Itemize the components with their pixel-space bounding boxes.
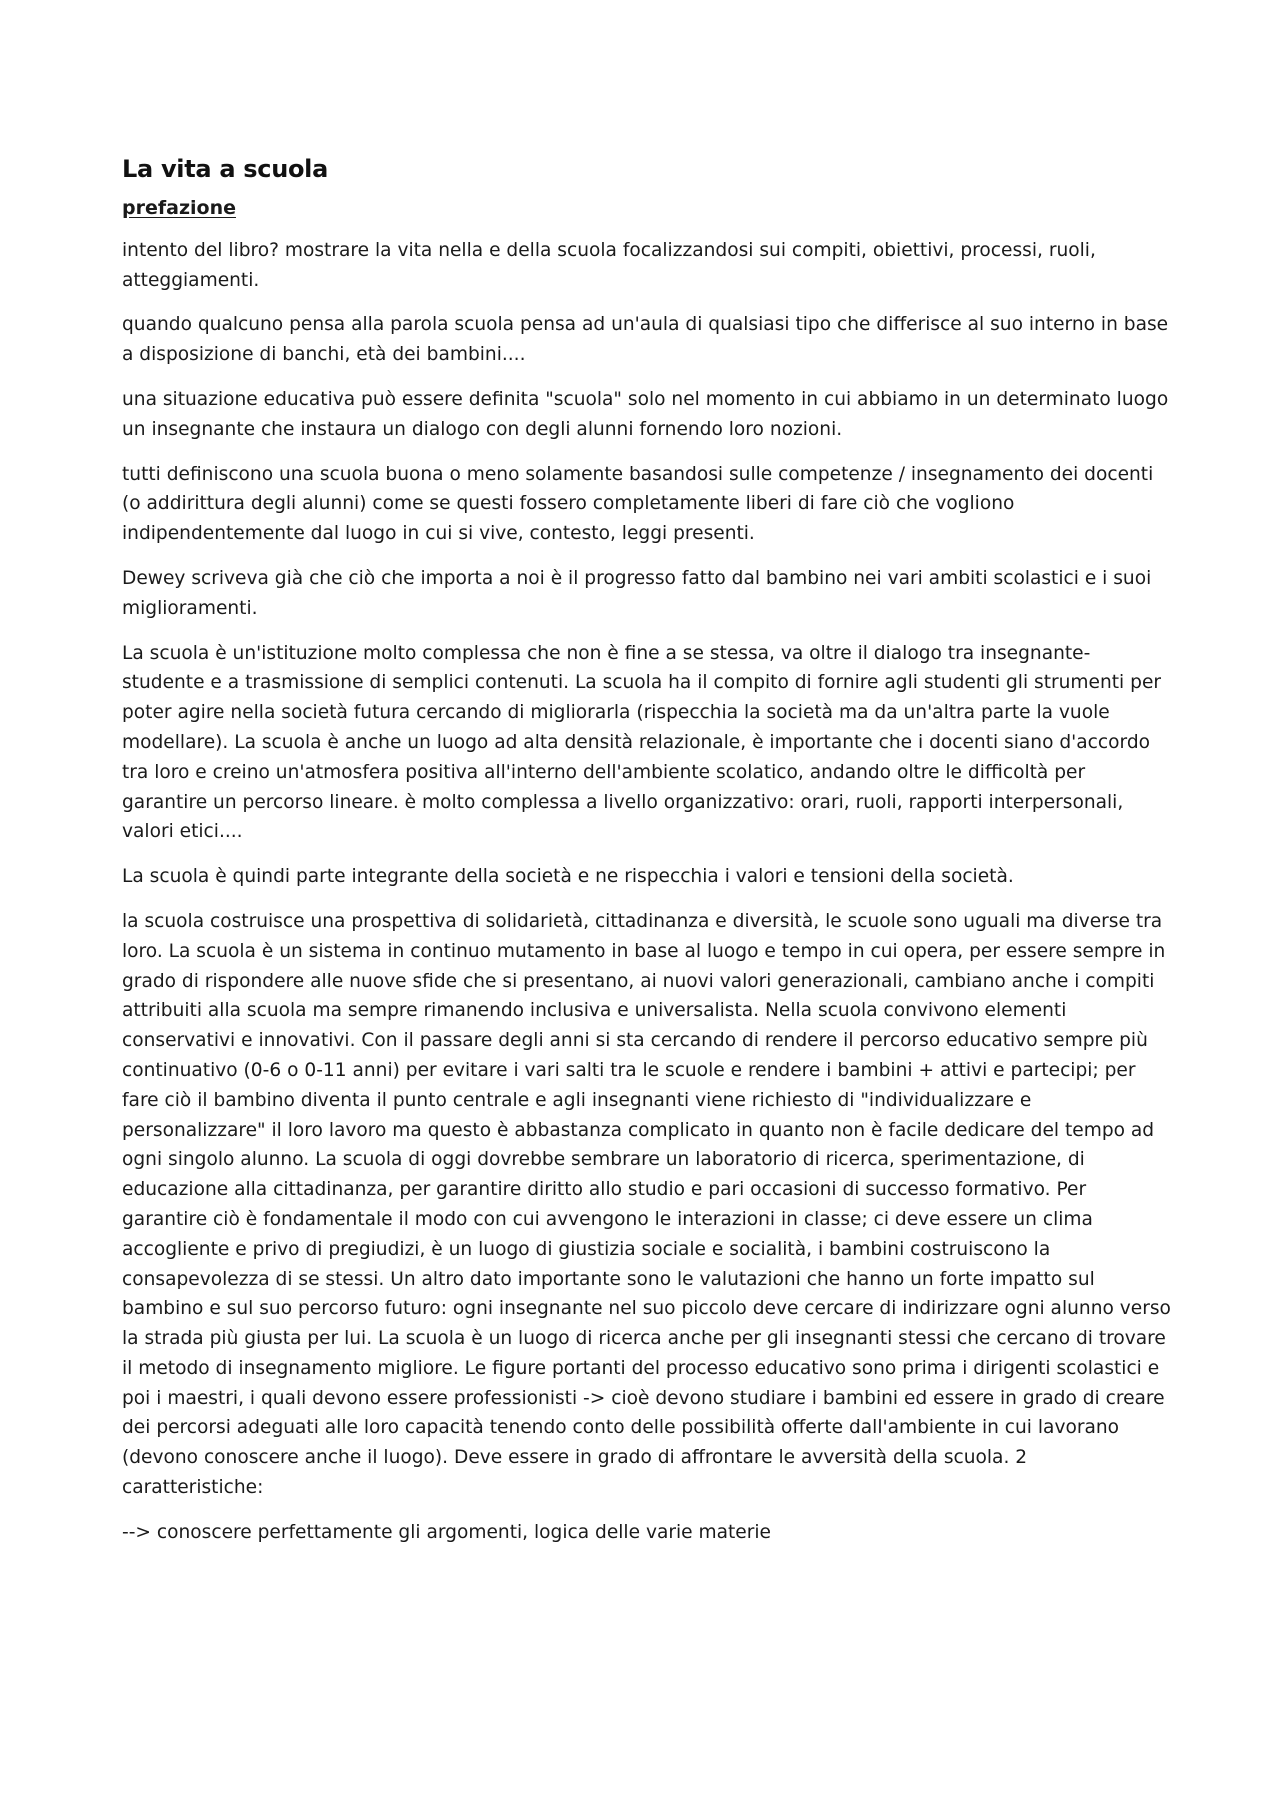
paragraph-3: una situazione educativa può essere definita "scuola" solo nel momento in cui abbiamo in un determinato luogo un insegnante che instaura un dialogo con degli alunni fornendo loro nozioni. [122, 388, 1169, 440]
paragraph-1: intento del libro? mostrare la vita nella e della scuola focalizzandosi sui compiti, obiettivi, processi, ruoli, atteggiamenti. [122, 239, 1096, 291]
paragraph-6: La scuola è un'istituzione molto complessa che non è fine a se stessa, va oltre il dialogo tra insegnante-studente e a trasmissione di semplici contenuti. La scuola ha il compito di fornire agli studenti gli strumenti per poter agire nella società futura cercando di migliorarla (rispecchia la società ma da un'altra parte la vuole modellare). La scuola è anche un luogo ad alta densità relazionale, è importante che i docenti siano d'accordo tra loro e creino un'atmosfera positiva all'interno dell'ambiente scolatico, andando oltre le difficoltà per garantire un percorso lineare. è molto complessa a livello organizzativo: orari, ruoli, rapporti interpersonali, valori etici.... [122, 642, 1162, 843]
paragraph-9: --> conoscere perfettamente gli argomenti, logica delle varie materie [122, 1521, 771, 1543]
document-body [122, 152, 1172, 1563]
document-title: La vita a scuola [122, 155, 328, 183]
paragraph-8: la scuola costruisce una prospettiva di solidarietà, cittadinanza e diversità, le scuole sono uguali ma diverse tra loro. La scuola è un sistema in continuo mutamento in base al luogo e tempo in cui opera, per essere sempre in grado di rispondere alle nuove sfide che si presentano, ai nuovi valori generazionali, cambiano anche i compiti attribuiti alla scuola ma sempre rimanendo inclusiva e universalista. Nella scuola convivono elementi conservativi e innovativi. Con il passare degli anni si sta cercando di rendere il percorso educativo sempre più continuativo (0-6 o 0-11 anni) per evitare i vari salti tra le scuole e rendere i bambini + attivi e partecipi; per fare ciò il bambino diventa il punto centrale e agli insegnanti viene richiesto di "individualizzare e personalizzare" il loro lavoro ma questo è abbastanza complicato in quanto non è facile dedicare del tempo ad ogni singolo alunno. La scuola di oggi dovrebbe sembrare un laboratorio di ricerca, sperimentazione, di educazione alla cittadinanza, per garantire diritto allo studio e pari occasioni di successo formativo. Per garantire ciò è fondamentale il modo con cui avvengono le interazioni in classe; ci deve essere un clima accogliente e privo di pregiudizi, è un luogo di giustizia sociale e socialità, i bambini costruiscono la consapevolezza di se stessi. Un altro dato importante sono le valutazioni che hanno un forte impatto sul bambino e sul suo percorso futuro: ogni insegnante nel suo piccolo deve cercare di indirizzare ogni alunno verso la strada più giusta per lui. La scuola è un luogo di ricerca anche per gli insegnanti stessi che cercano di trovare il metodo di insegnamento migliore. Le figure portanti del processo educativo sono prima i dirigenti scolastici e poi i maestri, i quali devono essere professionisti -> cioè devono studiare i bambini ed essere in grado di creare dei percorsi adeguati alle loro capacità tenendo conto delle possibilità offerte dall'ambiente in cui lavorano (devono conoscere anche il luogo). Deve essere in grado di affrontare le avversità della scuola. 2 caratteristiche: [122, 910, 1171, 1499]
paragraph-7: La scuola è quindi parte integrante della società e ne rispecchia i valori e tensioni della società. [122, 866, 1014, 888]
paragraph-2: quando qualcuno pensa alla parola scuola pensa ad un'aula di qualsiasi tipo che differisce al suo interno in base a disposizione di banchi, età dei bambini.... [122, 314, 1169, 366]
paragraph-5: Dewey scriveva già che ciò che importa a noi è il progresso fatto dal bambino nei vari ambiti scolastici e i suoi miglioramenti. [122, 567, 1152, 619]
paragraph-4: tutti definiscono una scuola buona o meno solamente basandosi sulle competenze / insegnamento dei docenti (o addirittura degli alunni) come se questi fossero completamente liberi di fare ciò che vogliono indipendentemente dal luogo in cui si vive, contesto, leggi presenti. [122, 463, 1154, 545]
section-heading-prefazione: prefazione [122, 197, 236, 219]
